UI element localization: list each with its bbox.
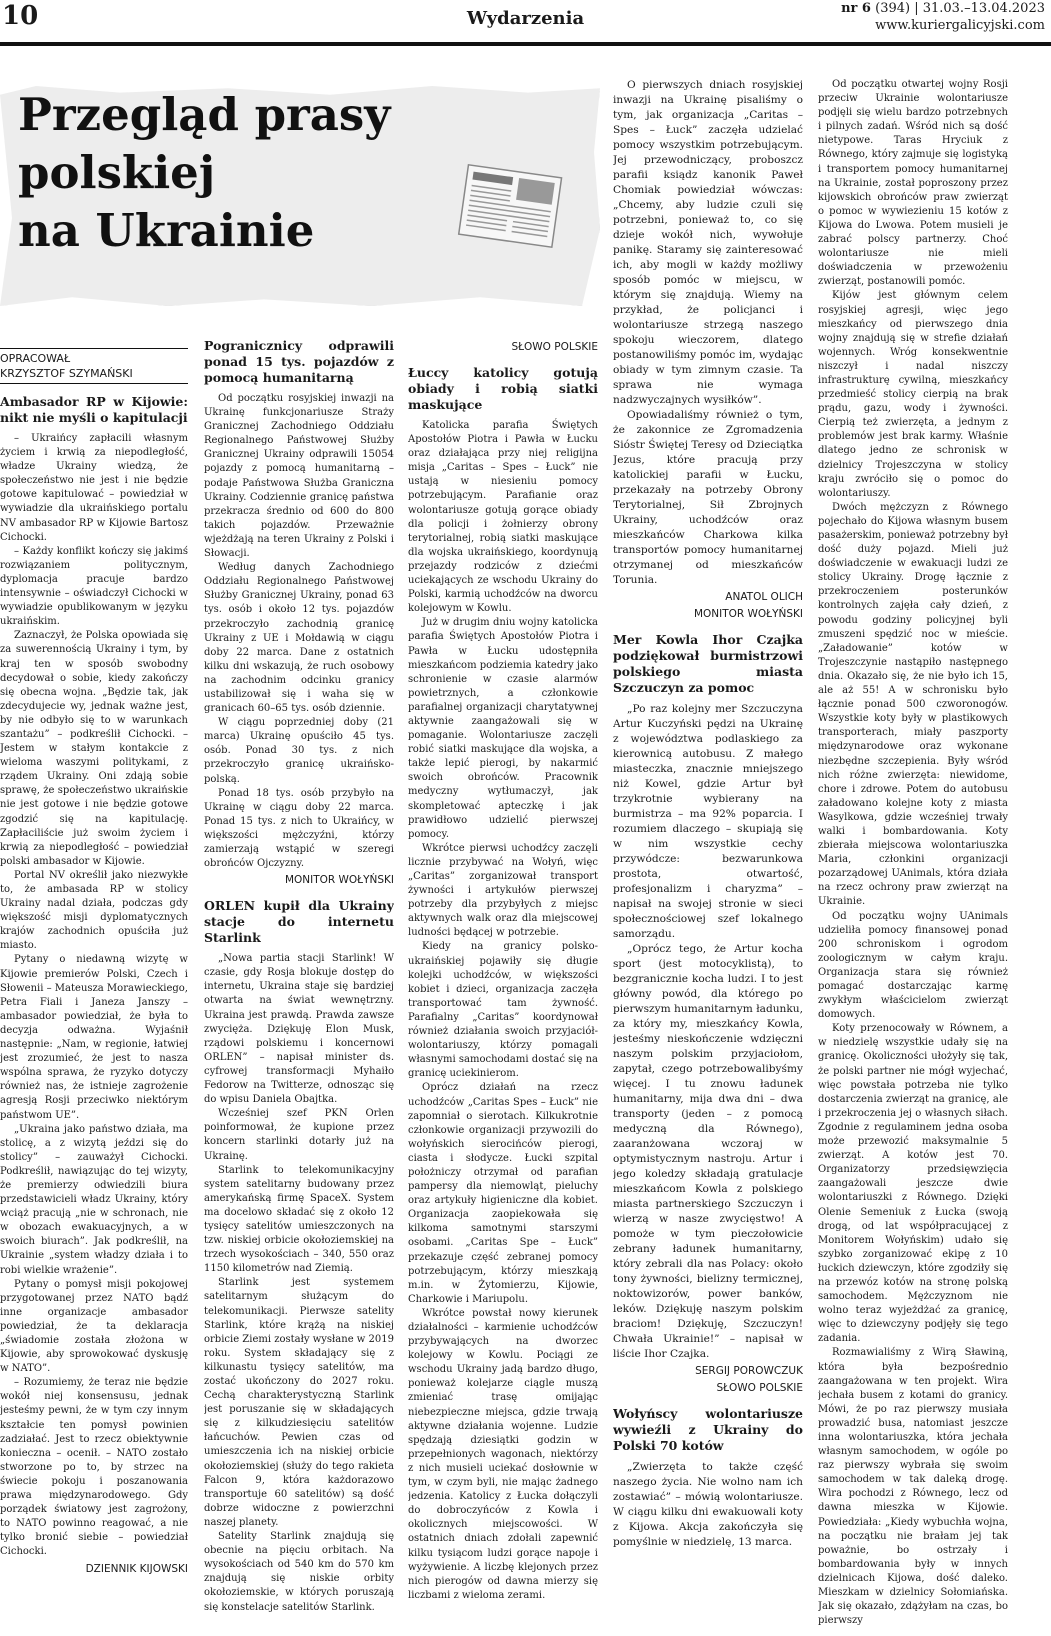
paragraph: Ponad 18 tys. osób przybyło na Ukrainę w ciągu doby 22 marca. Ponad 15 tys. z nich to Ukraińcy, w większości mężczyźni, którzy zamierzają wstąpić w szeregi obrońców Ojczyzny.: [204, 787, 394, 870]
paragraph: Zaznaczył, że Polska opowiada się za suwerennością Ukrainy i tym, by kraj ten w sposób swobodny decydował o sobie, kiedy zakończy się obecna wojna. „Będzie tak, jak zdecydujecie wy, jednak ważne jest, by nie odbyło się to w warunkach szantażu” – podkreślił Cichocki. – Jestem w stałym kontakcie z wieloma waszymi politykami, z rządem Ukrainy. Oni zdają sobie sprawę, że społeczeństwo ukraińskie nie jest gotowe i nie będzie gotowe zgodzić się na kapitulację. Zapłaciliście już swoim życiem i krwią za niepodległość – powiedział polski ambasador w Kijowie.: [0, 630, 188, 867]
article-title: Pogranicznicy odprawili ponad 15 tys. pojazdów z pomocą humanitarną: [204, 338, 394, 385]
paragraph: Starlink to telekomunikacyjny system satelitarny budowany przez amerykańską firmę SpaceX. System ma docelowo składać się z około 12 tysięcy satelitów umieszczonych na tzw. niskiej orbicie okołoziemskiej na trzech wysokościach – 340, 550 oraz 1150 kilometrów nad Ziemią.: [204, 1164, 394, 1275]
article-title: Mer Kowla Ihor Czajka podziękował burmistrzowi polskiego miasta Szczuczyn za pomoc: [613, 632, 803, 695]
paragraph: Kiedy na granicy polsko-ukraińskiej pojawiły się długie kolejki uchodźców, w większości kobiet i dzieci, organizacja zaczęła transportować tam żywność. Parafialny „Caritas” koordynował również działania swoich przyjaciół-wolontariuszy, którzy pomagali własnymi samochodami dostać się na granicę uciekinierom.: [408, 941, 598, 1080]
website-link[interactable]: www.kuriergalicyjski.com: [875, 18, 1045, 33]
paragraph: Portal NV określił jako niezwykłe to, że ambasada RP w stolicy Ukrainy nadal działa, podczas gdy większość misji dyplomatycznych krajów zachodnich opuściła już miasto.: [0, 869, 188, 952]
paragraph: „Oprócz tego, że Artur kocha sport (jest motocyklistą), to bezgranicznie kocha ludzi. I to jest główny powód, dla którego po pierwszym humanitarnym ładunku, za który my, mieszkańcy Kowla, jesteśmy nieskończenie wdzięczni naszym polskim przyjaciołom, zapytał, czego potrzebowalibyśmy więcej. I tu znowu ładunek humanitarny, mija dwa dni – dwa transporty (jeden – z pomocą medyczną dla Równego), zaaranżowana wczoraj w optymistycznym nastroju. Artur i jego koledzy składają gratulacje mieszkańcom Kowla z polskiego miasta partnerskiego Szczuczyn i wierzą w nasze zwycięstwo! A pomoże w tym pieczołowicie zebrany ładunek humanitarny, który zebrali dla nas Polacy: około tony żywności, bielizny termicznej, noktowizorów, power banków, leków. Dziękuję naszym polskim braciom! Dziękuję, Szczuczyn! Chwała Ukrainie!” – napisał w liście Ihor Czajka.: [613, 943, 803, 1360]
paragraph: „Po raz kolejny mer Szczuczyna Artur Kuczyński pędzi na Ukrainę z województwa podlaskiego za kierownicą autobusu. Z małego miasteczka, znacznie mniejszego niż Kowel, gdzie Artur był trzykrotnie wybierany na burmistrza – ma 92% poparcia. I rozumiem dlaczego – skupiają się w nim wszystkie cechy przywódcze: bezwarunkowa prostota, otwartość, profesjonalizm i charyzma” – napisał na swojej stronie w sieci społecznościowej szef lokalnego samorządu.: [613, 703, 803, 940]
paragraph: O pierwszych dniach rosyjskiej inwazji na Ukrainę pisaliśmy o tym, jak organizacja „Caritas – Spes – Łuck” zaczęła udzielać pomocy wszystkim potrzebującym. Jej przewodniczący, proboszcz parafii ksiądz kanonik Paweł Chomiak powiedział wówczas: „Chcemy, aby ludzie czuli się potrzebni, ponieważ to, co się dzieje wokół nich, wywołuje panikę. Staramy się zainteresować ich, aby mogli w każdy możliwy sposób pomóc w miejscu, w którym się znajdują. Wiemy na przykład, że policjanci i wolontariusze strzegą naszego spokoju wieczorem, dlatego postanowiliśmy pomóc im, wydając obiady w tym zimnym czasie. Ta sprawa nie wymaga nadzwyczajnych wysiłków”.: [613, 79, 803, 406]
paragraph: „Ukraina jako państwo działa, ma stolicę, a z wizytą jeździ się do stolicy” – zauważył Cichocki. Podkreślił, nawiązując do tej wizyty, że premierzy odwiedzili biura przedstawicieli władz Ukrainy, który wciąż pracują „nie w schronach, nie w obozach ewakuacyjnych, a w swoich biurach”. Jak podkreślił, na Ukrainie „system władzy działa i to robi wielkie wrażenie”.: [0, 1123, 188, 1276]
article-source: MONITOR WOŁYŃSKI: [693, 608, 803, 620]
paragraph: Pytany o niedawną wizytę w Kijowie premierów Polski, Czech i Słowenii – Mateusza Morawieckiego, Petra Fiali i Janeza Janszy – ambasador powiedział, że była to decyzja odważna. Wyjaśnił następnie: „Nam, w regionie, łatwiej jest zrozumieć, że jest to nasza wspólna sprawa, że ryzyko dotyczy również nas, że istnieje zagrożenie agresją Rosji przeciwko niektórym państwom UE”.: [0, 954, 188, 1121]
column-4: [613, 78, 803, 1550]
paragraph: Koty przenocowały w Równem, a w niedzielę wszystkie udały się na granicę. Okoliczności ułożyły się tak, że polski partner nie mógł wyjechać, więc powstała potrzeba nie tylko dostarczenia zwierząt na granicę, ale i przekroczenia jej o własnych siłach. Zgodnie z regulaminem jedna osoba może przewozić maksymalnie 5 zwierząt. A kotów jest 70. Organizatorzy przedsięwzięcia zaangażowali jeszcze dwie wolontariuszki z Równego. Dzięki Olenie Semeniuk z Łucka (swoją drogą, od lat współpracującej z Monitorem Wołyńskim) udało się szybko zorganizować ekipę z 10 łuckich dziewczyn, które zgodziły się na przewóz kotów na stronę polską samochodem. Mężczyznom nie wolno teraz wyjeżdżać za granicę, więc to dziewczyny podjęły się tego zadania.: [818, 1023, 1008, 1345]
banner-title-line3: na Ukrainie: [18, 204, 315, 257]
banner-title-line1: Przegląd prasy: [18, 88, 391, 141]
newspaper-icon: [455, 163, 565, 251]
article-author: ANATOL OLICH: [725, 591, 803, 603]
banner-title: [18, 86, 390, 260]
paragraph: Starlink jest systemem satelitarnym służącym do telekomunikacji. Pierwsze satelity Starlink, które krążą na niskiej orbicie Ziemi zostały wysłane w 2019 roku. System składający się z kilkunastu tysięcy satelitów, ma zostać ukończony do 2027 roku. Cechą charakterystyczną Starlink jest poruszanie się w składających się z kilkudziesięciu satelitów łańcuchów. Pewien czas od umieszczenia ich na niskiej orbicie okołoziemskiej (służy do tego rakieta Falcon 9, która każdorazowo transportuje 60 satelitów) są dość dobrze widoczne z powierzchni naszej planety.: [204, 1277, 394, 1528]
paragraph: Opowiadaliśmy również o tym, że zakonnice ze Zgromadzenia Sióstr Świętej Teresy od Dzieciątka Jezus, które pracują przy katolickiej parafii w Łucku, przekazały na potrzeby Obrony Terytorialnej, Sił Zbrojnych Ukrainy, uchodźców oraz mieszkańców Charkowa kilka transportów pomocy humanitarnej otrzymanej od mieszkańców Torunia.: [613, 409, 803, 586]
article-source: SŁOWO POLSKIE: [716, 1382, 803, 1394]
banner-title-line2: polskiej: [18, 146, 216, 199]
column-3: [408, 338, 598, 1603]
paragraph: Od początku otwartej wojny Rosji przeciw Ukrainie wolontariusze podjęli się wielu bardzo potrzebnych i pilnych zadań. Wśród nich są dość nietypowe. Taras Hryciuk z Równego, który zajmuje się logistyką i transportem pomocy humanitarnej na Ukrainie, został poproszony przez kijowskich obrońców praw zwierząt o pomoc w wywiezieniu 15 kotów z Kijowa do Lwowa. Potem musieli je zabrać polscy partnerzy. Choć wolontariusze nie mieli doświadczenia w przewożeniu zwierząt, postanowili pomóc.: [818, 79, 1008, 288]
article-title: Wołyńscy wolontariusze wywieźli z Ukrainy do Polski 70 kotów: [613, 1406, 803, 1453]
paragraph: Wkrótce pierwsi uchodźcy zaczęli licznie przybywać na Wołyń, więc „Caritas” zorganizował transport żywności i artykułów pierwszej potrzeby dla przybyłych z miejsc aktywnych walk oraz dla miejscowej ludności będącej w potrzebie.: [408, 842, 598, 939]
paragraph: W ciągu poprzedniej doby (21 marca) Ukrainę opuściło 45 tys. osób. Ponad 30 tys. z nich przekroczyło granicę ukraińsko-polską.: [204, 717, 394, 785]
article-source: SŁOWO POLSKIE: [511, 341, 598, 353]
paragraph: – Każdy konflikt kończy się jakimś rozwiązaniem politycznym, dyplomacja pracuje bardzo intensywnie – oświadczył Cichocki w wywiadzie opublikowanym w języku ukraińskim.: [0, 545, 188, 628]
issue-dates: (394) | 31.03.–13.04.2023: [870, 1, 1045, 16]
paragraph: Kijów jest głównym celem rosyjskiej agresji, więc jego mieszkańcy od pierwszego dnia wojny znajdują się w strefie działań wojennych. Wróg konsekwentnie niszczył i nadal niszczy infrastrukturę cywilną, mieszkańcy przedmieść stolicy cierpią na brak prądu, gazu, wody i żywności. Cierpią też zwierzęta, a jednym z problemów jest brak karmy. Właśnie dlatego jedno ze schronisk w dzielnicy Trojeszczyna w stolicy kraju zwróciło się o pomoc do wolontariuszy.: [818, 290, 1008, 499]
article-source: DZIENNIK KIJOWSKI: [85, 1562, 188, 1575]
section-title: Wydarzenia: [466, 8, 585, 29]
article-author: SERGIJ POROWCZUK: [695, 1365, 803, 1377]
paragraph: Pytany o pomysł misji pokojowej przygotowanej przez NATO bądź inne organizacje ambasador powiedział, że ta deklaracja „świadomie została złożona w Kijowie, aby sprowokować dyskusję w NATO”.: [0, 1278, 188, 1375]
paragraph: „Nowa partia stacji Starlink! W czasie, gdy Rosja blokuje dostęp do internetu, Ukraina staje się bardziej otwarta na świat wewnętrzny. Ukraina jest prawdą. Prawda zawsze zwycięża. Dziękuję Elon Musk, rządowi polskiemu i koncernowi ORLEN” – napisał minister ds. cyfrowej transformacji Myhaiło Fedorow na Twitterze, odnosząc się do wpisu Daniela Obajtka.: [204, 953, 394, 1106]
paragraph: Oprócz działań na rzecz uchodźców „Caritas Spes – Łuck” nie zapomniał o sierotach. Kilkukrotnie członkowie organizacji przywozili do wołyńskich sierocińców pierogi, ciasta i słodycze. Łucki szpital położniczy otrzymał od parafian pampersy dla niemowląt, pieluchy oraz artykuły higieniczne dla kobiet. Organizacja zaopiekowała się kilkoma samotnymi starszymi osobami. „Caritas Spe – Łuck” przekazuje część zebranej pomocy potrzebującym, którzy mieszkają m.in. w Żytomierzu, Kijowie, Charkowie i Mariupolu.: [408, 1082, 598, 1305]
issue-info: [841, 0, 1045, 34]
paragraph: Satelity Starlink znajdują się obecnie na pięciu orbitach. Na wysokościach od 540 km do 570 km znajdują się niskie orbity okołoziemskie, w których poruszają się konstelacje satelitów Starlink.: [204, 1531, 394, 1613]
section-banner: [0, 78, 620, 323]
article-title: ORLEN kupił dla Ukrainy stacje do internetu Starlink: [204, 898, 394, 946]
page-header: [0, 0, 1051, 46]
paragraph: Od początku wojny UAnimals udzieliła pomocy finansowej ponad 200 schroniskom i ogrodom zoologicznym w całym kraju. Organizacja stara się również pomagać dostarczając karmę zwykłym właścicielom zwierząt domowych.: [818, 910, 1008, 1021]
column-1: [0, 348, 188, 1581]
paragraph: Katolicka parafia Świętych Apostołów Piotra i Pawła w Łucku oraz działająca przy niej religijna misja „Caritas – Spes – Łuck” nie ustają w niesieniu pomocy potrzebującym. Parafianie oraz wolontariusze gotują gorące obiady dla policji i żołnierzy obrony terytorialnej, robią siatki maskujące dla wojska ukraińskiego, koordynują przejazdy rodziców z dziećmi uciekających ze wschodu Ukrainy do Polski, karmią uchodźców na dworcu kolejowym w Kowlu.: [408, 420, 598, 615]
paragraph: Od początku rosyjskiej inwazji na Ukrainę funkcjonariusze Straży Granicznej Zachodniego Oddziału Regionalnego Państwowej Służby Granicznej Ukrainy odprawili 15054 pojazdy z pomocą humanitarną – podaje Państwowa Służba Graniczna Ukrainy. Codziennie granicę państwa przekracza średnio od 600 do 800 takich pojazdów. Przeważnie wjeżdżają na teren Ukrainy z Polski i Słowacji.: [204, 393, 394, 560]
article-title: Łuccy katolicy gotują obiady i robią siatki maskujące: [408, 365, 598, 412]
paragraph: Już w drugim dniu wojny katolicka parafia Świętych Apostołów Piotra i Pawła w Łucku udostępniła mieszkańcom podziemia katedry jako schronienie w czasie alarmów powietrznych, a członkowie parafialnej organizacji charytatywnej aktywnie zaangażowali się w pomaganie. Wolontariusze zaczęli robić siatki maskujące dla wojska, a także lepić pierogi, by nakarmić swoich obrońców. Pracownik medyczny wytłumaczył, jak skompletować apteczkę i jak prawidłowo udzielić pierwszej pomocy.: [408, 617, 598, 840]
column-5: [818, 78, 1008, 1628]
paragraph: – Ukraińcy zapłacili własnym życiem i krwią za niepodległość, władze Ukrainy wiedzą, że społeczeństwo nie jest i nie będzie gotowe kapitulować – powiedział w wywiadzie dla ukraińskiego portalu NV ambasador RP w Kijowie Bartosz Cichocki.: [0, 433, 188, 543]
author-label: OPRACOWAŁ: [0, 352, 71, 365]
paragraph: Wkrótce powstał nowy kierunek działalności – karmienie uchodźców przybywających na dworzec kolejowy w Kowlu. Pociągi ze wschodu Ukrainy jadą bardzo długo, ponieważ kolejarze ciągle muszą zmieniać trasę omijając niebezpieczne miejsca, gdzie trwają aktywne działania wojenne. Ludzie spędzają dziesiątki godzin w przepełnionych wagonach, niektórzy z nich musieli uciekać dosłownie w tym, w czym byli, nie mając żadnego jedzenia. Katolicy z Łucka dołączyli do dobroczyńców z Kowla i okolicznych miejscowości. W ostatnich dniach zdołali zapewnić kilku tysiącom ludzi gorące napoje i wyżywienie. A liczbę klejonych przez nich pierogów od dawna mierzy się liczbami z wieloma zerami.: [408, 1307, 598, 1601]
article-source: MONITOR WOŁYŃSKI: [284, 874, 394, 887]
paragraph: Dwóch mężczyzn z Równego pojechało do Kijowa własnym busem pasażerskim, ponieważ potrzebny był dość duży pojazd. Mieli już doświadczenie w ewakuacji ludzi ze stolicy Ukrainy. Drogę łącznie z przekroczeniem posterunków kontrolnych zajęła cały dzień, z powodu godziny policyjnej byli zmuszeni spędzić noc w mieście. „Załadowanie” kotów w Trojeszczynie nastąpiło następnego dnia. Okazało się, że nie było ich 15, ale aż 55! A w schronisku było łącznie ponad 500 czworonogów. Wszystkie koty były w plastikowych transporterach, miały paszporty międzynarodowe oraz wykonane niezbędne szczepienia. Były wśród nich różne zwierzęta: niewidome, chore i zdrowe. Potem do autobusu załadowano kolejne koty z miasta Wasylkowa, gdzie wcześniej trwały walki i bombardowania. Koty zbierała miejscowa wolontariuszka Maria, członkini organizacji pozarządowej UAnimals, która działa na rzecz ochrony praw zwierząt na Ukrainie.: [818, 501, 1008, 908]
column-2: [204, 338, 394, 1615]
paragraph: Rozmawialiśmy z Wirą Sławiną, która była bezpośrednio zaangażowana w ten projekt. Wira jechała busem z kotami do granicy. Mówi, że po raz pierwszy musiała prowadzić busa, natomiast jeszcze inna wolontariuszka, która jechała własnym samochodem, w ogóle po raz pierwszy wybrała się swoim samochodem w tak daleką drogę. Wira pochodzi z Równego, lecz od dawna mieszka w Kijowie. Powiedziała: „Kiedy wybuchła wojna, na początku nie brałam jej tak poważnie, bo ostrzały i bombardowania były w innych dzielnicach Kijowa, dość daleko. Mieszkam w dzielnicy Sołomiańska. Jak się okazało, zdążyłam na czas, bo pierwszy: [818, 1347, 1008, 1627]
paragraph: „Zwierzęta to także część naszego życia. Nie wolno nam ich zostawiać” – mówią wolontariusze. W ciągu kilku dni ewakuowali koty z Kijowa. Akcja zakończyła się pomyślnie w niedzielę, 13 marca.: [613, 1461, 803, 1548]
paragraph: – Rozumiemy, że teraz nie będzie wokół niej konsensusu, jednak jesteśmy pewni, że w tym czy innym kształcie ten pomysł powinien zadziałać. Jest to rzecz obiektywnie konieczna – ocenił. – NATO zostało stworzone po to, by strzec na świecie pokoju i poszanowania prawa międzynarodowego. Gdy porządek światowy jest zagrożony, to NATO powinno reagować, a nie tylko bronić siebie – powiedział Cichocki.: [0, 1377, 188, 1558]
issue-number: nr 6: [841, 1, 871, 16]
paragraph: Wcześniej szef PKN Orlen poinformował, że kupione przez koncern starlinki dotarły już na Ukrainę.: [204, 1108, 394, 1162]
page-number: 10: [2, 1, 39, 31]
paragraph: Według danych Zachodniego Oddziału Regionalnego Państwowej Służby Granicznej Ukrainy, ponad 63 tys. osób i około 12 tys. pojazdów przekroczyło zachodnią granicę Ukrainy z UE i Mołdawią w ciągu doby 22 marca. Dane z ostatnich kilku dni wskazują, że ruch osobowy na zachodnim odcinku granicy ustabilizował się i waha się w granicach 60–65 tys. osób dziennie.: [204, 562, 394, 715]
author-name: KRZYSZTOF SZYMAŃSKI: [0, 367, 133, 380]
article-title: Ambasador RP w Kijowie: nikt nie myśli o kapitulacji: [0, 394, 188, 425]
author-block: [0, 348, 188, 384]
